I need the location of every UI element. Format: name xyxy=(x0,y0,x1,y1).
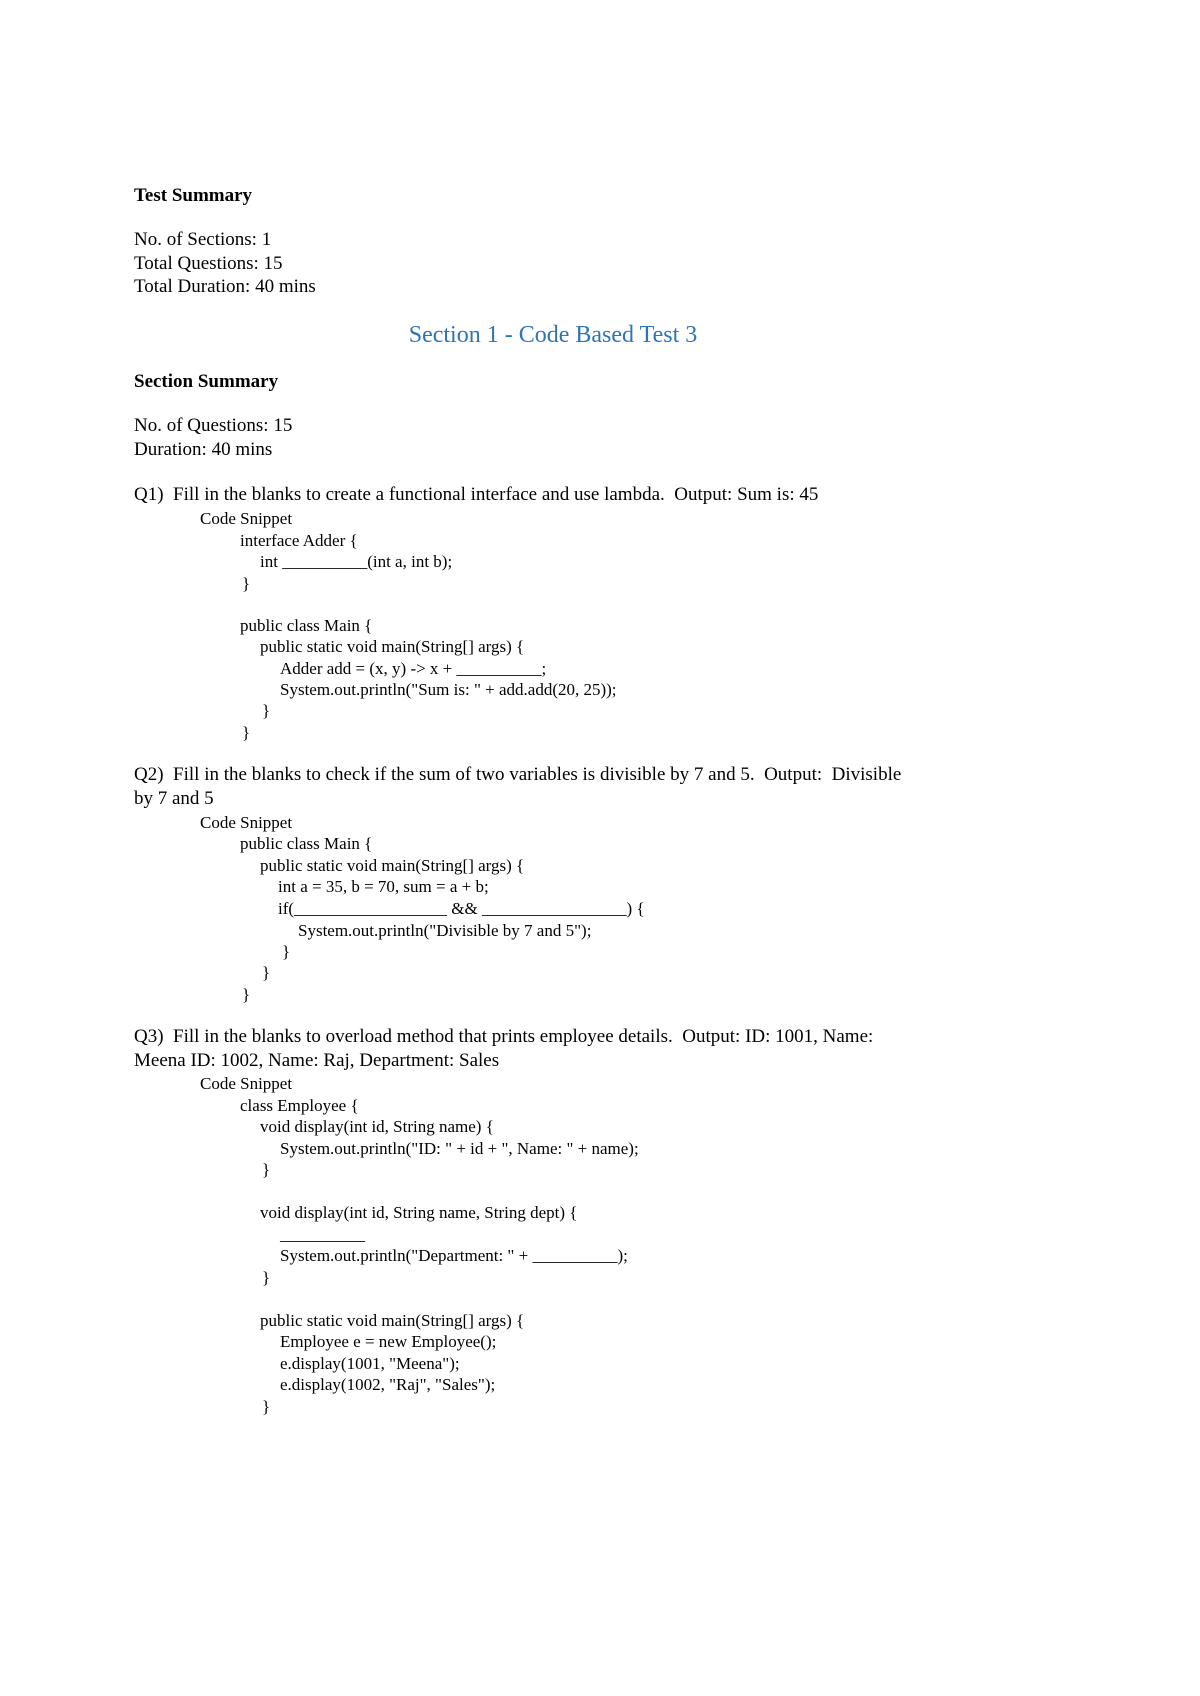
code-snippet-label: Code Snippet xyxy=(200,813,293,832)
code-line: e.display(1001, "Meena"); xyxy=(280,1354,460,1373)
code-line: System.out.println("ID: " + id + ", Name: " + name); xyxy=(280,1139,639,1158)
code-line: public static void main(String[] args) { xyxy=(260,856,525,875)
code-line: Adder add = (x, y) -> x + __________; xyxy=(280,659,547,678)
code-line: } xyxy=(262,701,271,720)
code-line: } xyxy=(262,1160,271,1179)
code-line: public class Main { xyxy=(240,834,373,853)
code-line: interface Adder { xyxy=(240,531,358,550)
code-snippet-label: Code Snippet xyxy=(200,1074,293,1093)
test-summary-heading: Test Summary xyxy=(134,185,253,206)
code-line: } xyxy=(242,985,251,1004)
code-line: } xyxy=(262,1397,271,1416)
code-line: e.display(1002, "Raj", "Sales"); xyxy=(280,1375,496,1394)
code-line: class Employee { xyxy=(240,1096,359,1115)
question-prompt: Q1) Fill in the blanks to create a functional interface and use lambda. Output: Sum is: 45 xyxy=(134,484,819,505)
code-line: int __________(int a, int b); xyxy=(260,552,453,571)
section-title: Section 1 - Code Based Test 3 xyxy=(408,322,698,348)
question-prompt: Meena ID: 1002, Name: Raj, Department: Sales xyxy=(134,1050,500,1071)
question-prompt: Q3) Fill in the blanks to overload method that prints employee details. Output: ID: 1001, Name: xyxy=(134,1026,874,1047)
code-line: } xyxy=(242,574,251,593)
code-line: int a = 35, b = 70, sum = a + b; xyxy=(278,877,489,896)
code-line: System.out.println("Divisible by 7 and 5"); xyxy=(298,921,592,940)
code-line: } xyxy=(262,963,271,982)
code-line: __________ xyxy=(280,1225,365,1244)
code-line: public static void main(String[] args) { xyxy=(260,1311,525,1330)
question-prompt: by 7 and 5 xyxy=(134,788,214,809)
code-line: public static void main(String[] args) { xyxy=(260,637,525,656)
code-line: public class Main { xyxy=(240,616,373,635)
code-line: } xyxy=(262,1268,271,1287)
code-line: if(__________________ && _________________) { xyxy=(278,899,645,918)
sections-count: No. of Sections: 1 xyxy=(134,229,272,250)
code-snippet-label: Code Snippet xyxy=(200,509,293,528)
total-questions: Total Questions: 15 xyxy=(134,253,283,274)
code-line: void display(int id, String name) { xyxy=(260,1117,494,1136)
question-prompt: Q2) Fill in the blanks to check if the sum of two variables is divisible by 7 and 5. Output: Divisible xyxy=(134,764,902,785)
code-line: System.out.println("Department: " + __________); xyxy=(280,1246,628,1265)
section-duration: Duration: 40 mins xyxy=(134,439,273,460)
code-line: System.out.println("Sum is: " + add.add(20, 25)); xyxy=(280,680,617,699)
code-line: } xyxy=(282,942,291,961)
code-line: void display(int id, String name, String dept) { xyxy=(260,1203,578,1222)
code-line: } xyxy=(242,723,251,742)
section-questions: No. of Questions: 15 xyxy=(134,415,293,436)
total-duration: Total Duration: 40 mins xyxy=(134,276,316,297)
section-summary-heading: Section Summary xyxy=(134,371,279,392)
code-line: Employee e = new Employee(); xyxy=(280,1332,497,1351)
